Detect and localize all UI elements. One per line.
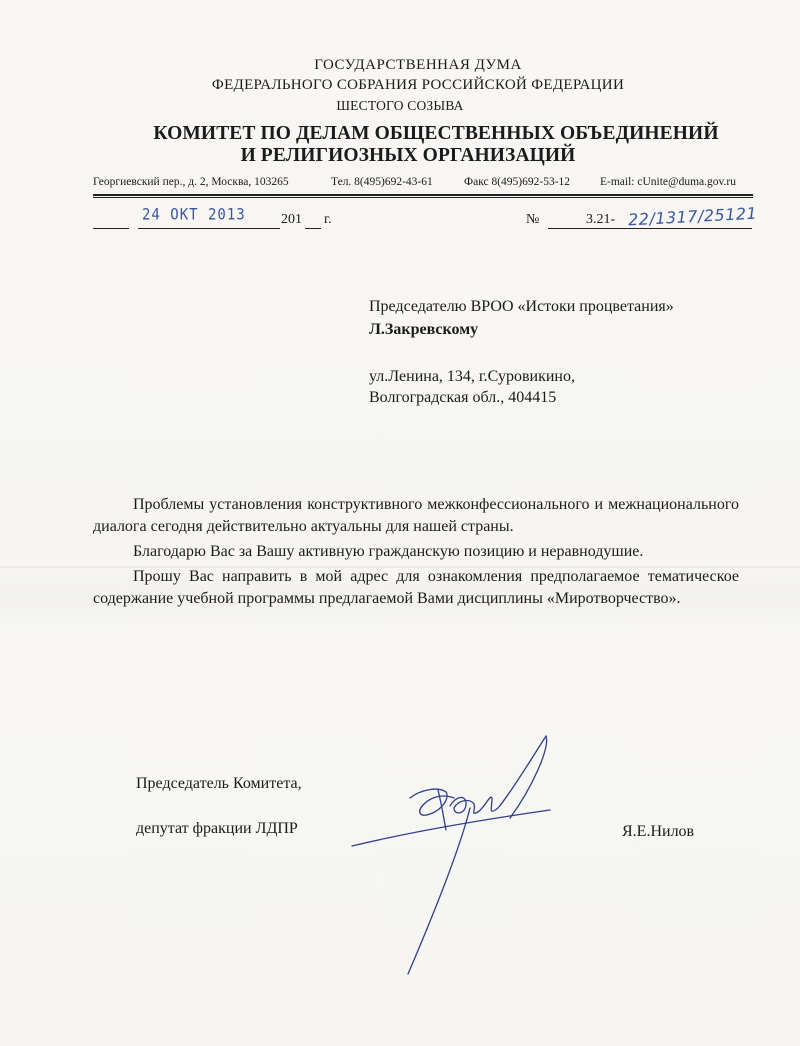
contact-phone: Тел. 8(495)692-43-61	[331, 176, 433, 188]
date-day-line	[93, 228, 129, 229]
handwritten-signature	[350, 728, 570, 978]
recipient-address-line2: Волгоградская обл., 404415	[369, 389, 557, 406]
committee-title-line1: КОМИТЕТ ПО ДЕЛАМ ОБЩЕСТВЕННЫХ ОБЪЕДИНЕНИЙ	[153, 123, 719, 144]
letter-body	[93, 494, 739, 610]
header-federal-assembly: ФЕДЕРАЛЬНОГО СОБРАНИЯ РОССИЙСКОЙ ФЕДЕРАЦИИ	[211, 77, 625, 93]
date-stamp: 24 ОКТ 2013	[142, 205, 246, 225]
signer-title-2: депутат фракции ЛДПР	[136, 820, 298, 837]
signer-title-1: Председатель Комитета,	[136, 775, 302, 792]
date-year-suffix: г.	[324, 212, 332, 227]
date-year-line	[305, 228, 321, 229]
contact-fax: Факс 8(495)692-53-12	[464, 176, 571, 188]
date-month-line	[138, 228, 280, 229]
header-duma: ГОСУДАРСТВЕННАЯ ДУМА	[314, 57, 522, 73]
registration-number: 22/1317/25121	[627, 203, 758, 230]
signer-name: Я.Е.Нилов	[622, 823, 695, 840]
header-rule	[93, 194, 753, 196]
date-year-prefix: 201	[281, 212, 302, 227]
body-paragraph-2: Благодарю Вас за Вашу активную гражданскую позицию и неравнодушие.	[133, 543, 644, 560]
committee-title-line2: И РЕЛИГИОЗНЫХ ОРГАНИЗАЦИЙ	[240, 145, 576, 166]
contact-email: E-mail: cUnite@duma.gov.ru	[600, 176, 736, 188]
recipient-name: Л.Закревскому	[369, 321, 479, 338]
body-paragraph-3: Прошу Вас направить в мой адрес для ознакомления предполагаемое тематическое содержание учебной программы предлагаемой Вами дисциплины «Миротворчество».	[93, 568, 739, 607]
recipient-address-line1: ул.Ленина, 134, г.Суровикино,	[369, 368, 575, 385]
contact-address: Георгиевский пер., д. 2, Москва, 103265	[93, 176, 289, 188]
recipient-position: Председателю ВРОО «Истоки процветания»	[369, 298, 674, 315]
header-convocation: ШЕСТОГО СОЗЫВА	[336, 98, 464, 113]
body-paragraph-1: Проблемы установления конструктивного межконфессионального и межнационального диалога сегодня действительно актуальны для нашей страны.	[93, 496, 739, 535]
number-prefix: 3.21-	[586, 212, 616, 227]
number-sign: №	[526, 212, 540, 227]
header-rule-thin	[93, 197, 753, 198]
